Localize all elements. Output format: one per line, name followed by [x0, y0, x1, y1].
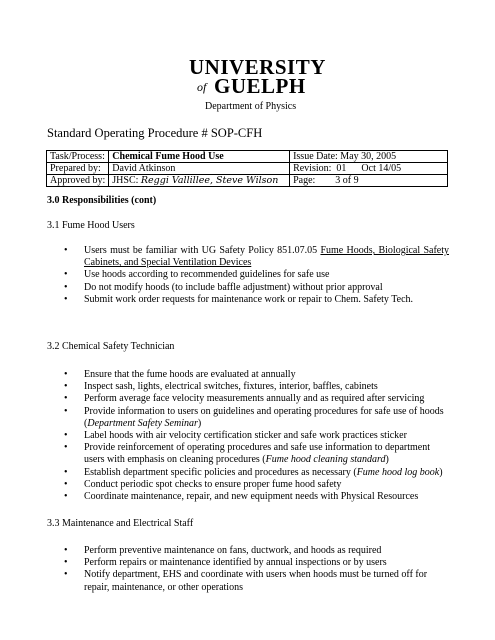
list-3-3: [64, 545, 449, 594]
list-item: • Provide reinforcement of operating procedures and safe use information to department users with emphasis on cleaning procedures (Fume hood cleaning standard): [64, 442, 449, 466]
subsection-title-3-3: 3.3 Maintenance and Electrical Staff: [47, 518, 194, 529]
meta-value-prepared: David Atkinson: [109, 163, 290, 175]
meta-page: Page: 3 of 9: [290, 175, 448, 187]
meta-row-approved: [47, 175, 448, 187]
meta-issue-date: Issue Date: May 30, 2005: [290, 151, 448, 163]
approved-prefix: JHSC:: [112, 175, 141, 186]
list-item: • Users must be familiar with UG Safety Policy 851.07.05 Fume Hoods, Biological Safety Cabinets, and Special Ventilation Devices: [64, 245, 449, 269]
department-name: Department of Physics: [205, 101, 297, 112]
meta-revision: Revision: 01 Oct 14/05: [290, 163, 448, 175]
subsection-title-3-1: 3.1 Fume Hood Users: [47, 220, 135, 231]
subsection-title-3-2: 3.2 Chemical Safety Technician: [47, 341, 175, 352]
list-3-1: [64, 245, 449, 306]
list-item: • Inspect sash, lights, electrical switches, fixtures, interior, baffles, cabinets: [64, 381, 449, 393]
approved-names: Reggi Vallillee, Steve Wilson: [140, 175, 279, 186]
list-item: • Label hoods with air velocity certification sticker and safe work practices sticker: [64, 430, 449, 442]
meta-label-prepared: Prepared by:: [47, 163, 109, 175]
meta-row-task: [47, 151, 448, 163]
logo-university: UNIVERSITY: [189, 55, 326, 79]
list-item: • Perform preventive maintenance on fans, ductwork, and hoods as required: [64, 545, 449, 557]
list-item: • Establish department specific policies and procedures as necessary (Fume hood log book): [64, 467, 449, 479]
list-item: • Submit work order requests for maintenance work or repair to Chem. Safety Tech.: [64, 294, 449, 306]
meta-label-task: Task/Process:: [47, 151, 109, 163]
list-3-2: [64, 369, 449, 503]
logo-guelph: GUELPH: [214, 74, 306, 98]
list-item: • Perform average face velocity measurements annually and as required after servicing: [64, 393, 449, 405]
meta-value-task: Chemical Fume Hood Use: [109, 151, 290, 163]
list-item: • Conduct periodic spot checks to ensure proper fume hood safety: [64, 479, 449, 491]
meta-value-approved: [109, 175, 290, 187]
meta-row-prepared: [47, 163, 448, 175]
list-item: • Perform repairs or maintenance identified by annual inspections or by users: [64, 557, 449, 569]
meta-label-approved: Approved by:: [47, 175, 109, 187]
list-item: • Coordinate maintenance, repair, and new equipment needs with Physical Resources: [64, 491, 449, 503]
sop-title: Standard Operating Procedure # SOP-CFH: [47, 126, 263, 140]
list-item: • Provide information to users on guidelines and operating procedures for safe use of hoods (Department Safety Seminar): [64, 406, 449, 430]
policy-link[interactable]: Fume Hoods, Biological Safety Cabinets, and Special Ventilation Devices: [84, 245, 449, 269]
list-item: • Ensure that the fume hoods are evaluated at annually: [64, 369, 449, 381]
university-of-guelph-logo: [189, 55, 326, 99]
list-item: • Do not modify hoods (to include baffle adjustment) without prior approval: [64, 282, 449, 294]
logo-of: of: [197, 80, 207, 94]
list-item: • Notify department, EHS and coordinate with users when hoods must be turned off for repair, maintenance, or other operations: [64, 569, 449, 593]
list-item: • Use hoods according to recommended guidelines for safe use: [64, 269, 449, 281]
section-heading: 3.0 Responsibilities (cont): [47, 195, 157, 206]
sop-meta-table: [46, 150, 448, 187]
